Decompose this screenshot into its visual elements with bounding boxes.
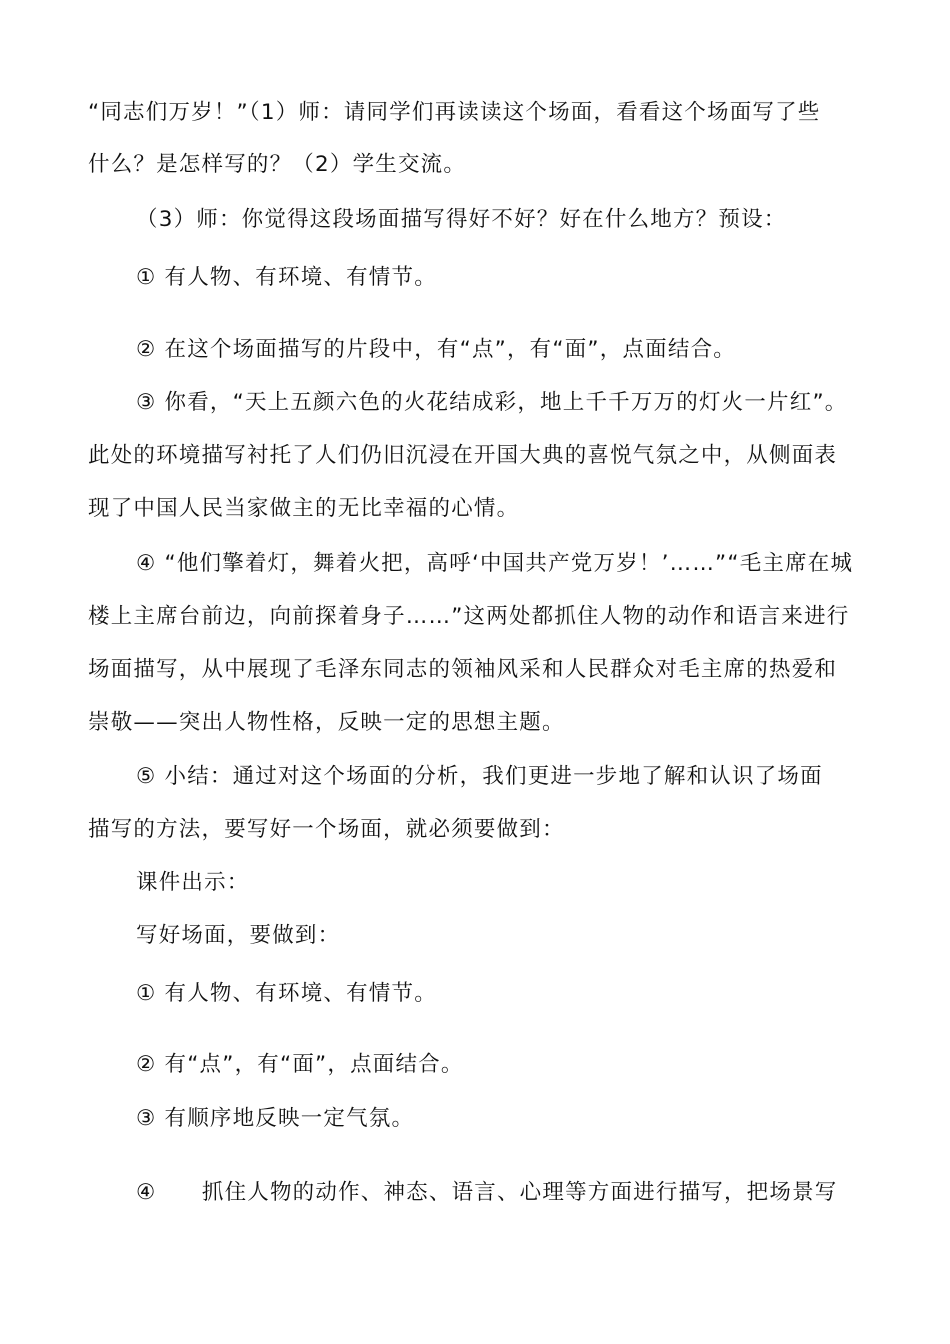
list-item: ④ “他们擎着灯，舞着火把，高呼‘中国共产党万岁！’……”“毛主席在城 bbox=[136, 551, 854, 576]
text-line: 场面描写，从中展现了毛泽东同志的领袖风采和人民群众对毛主席的热爱和 bbox=[88, 657, 838, 682]
list-item: ② 有“点”，有“面”，点面结合。 bbox=[136, 1052, 464, 1077]
list-item: ④ 抓住人物的动作、神态、语言、心理等方面进行描写，把场景写 bbox=[136, 1180, 838, 1205]
text-line: 现了中国人民当家做主的无比幸福的心情。 bbox=[88, 496, 520, 521]
text-line: 什么？是怎样写的？（2）学生交流。 bbox=[88, 152, 467, 177]
list-item: ③ 有顺序地反映一定气氛。 bbox=[136, 1106, 415, 1131]
text-line: 描写的方法，要写好一个场面，就必须要做到： bbox=[88, 817, 565, 842]
list-item: ⑤ 小结：通过对这个场面的分析，我们更进一步地了解和认识了场面 bbox=[136, 764, 823, 789]
text-line: 课件出示： bbox=[136, 870, 250, 895]
list-item: ① 有人物、有环境、有情节。 bbox=[136, 265, 437, 290]
text-line: 楼上主席台前边，向前探着身子……”这两处都抓住人物的动作和语言来进行 bbox=[88, 604, 850, 629]
text-line: 崇敬——突出人物性格，反映一定的思想主题。 bbox=[88, 710, 565, 735]
list-item: ① 有人物、有环境、有情节。 bbox=[136, 981, 437, 1006]
text-line: “同志们万岁！”（1）师：请同学们再读读这个场面，看看这个场面写了些 bbox=[88, 100, 821, 125]
text-line: 写好场面，要做到： bbox=[136, 923, 341, 948]
list-item: ③ 你看，“天上五颜六色的火花结成彩，地上千千万万的灯火一片红”。 bbox=[136, 390, 848, 415]
list-item: ② 在这个场面描写的片段中，有“点”，有“面”，点面结合。 bbox=[136, 337, 736, 362]
text-line: 此处的环境描写衬托了人们仍旧沉浸在开国大典的喜悦气氛之中，从侧面表 bbox=[88, 443, 838, 468]
text-line: （3）师：你觉得这段场面描写得好不好？好在什么地方？预设： bbox=[136, 207, 787, 232]
